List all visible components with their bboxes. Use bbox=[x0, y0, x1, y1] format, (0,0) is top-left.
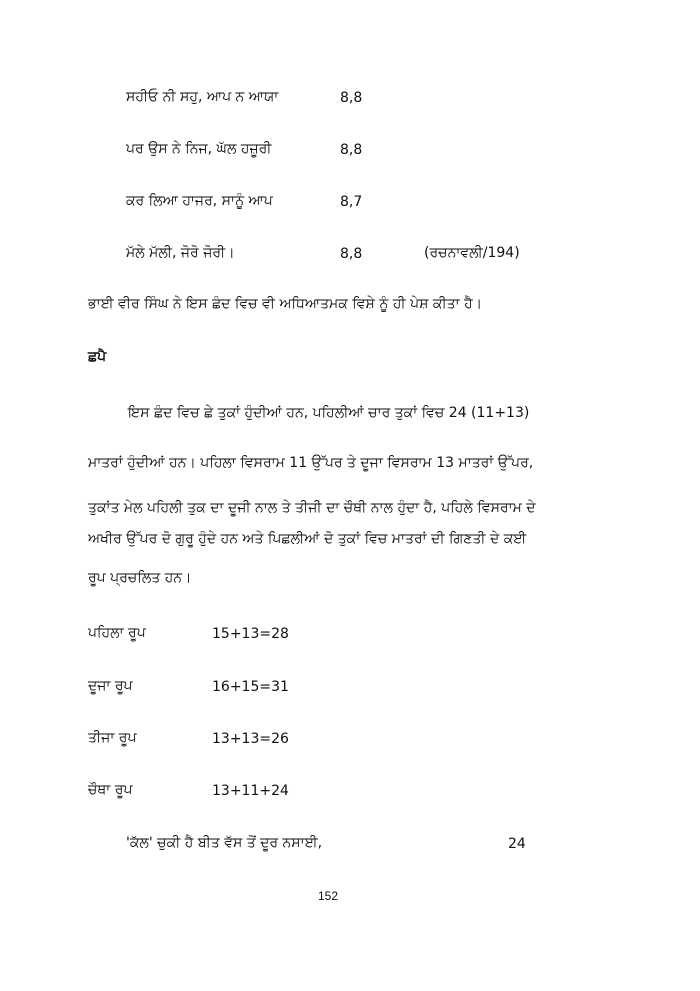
section-heading: ਛਪੈ bbox=[88, 349, 107, 365]
verse-meter: 8,8 bbox=[340, 142, 363, 158]
verse-meter: 8,8 bbox=[340, 246, 363, 262]
verse-meter: 8,8 bbox=[340, 90, 363, 106]
form-name: ਦੂਜਾ ਰੂਪ bbox=[88, 678, 133, 694]
example-count: 24 bbox=[508, 836, 526, 852]
paragraph-line: ਮਾਤਰਾਂ ਹੁੰਦੀਆਂ ਹਨ। ਪਹਿਲਾ ਵਿਸਰਾਮ 11 ਉੱਪਰ ਤੇ ਦੂਜਾ ਵਿਸਰਾਮ 13 ਮਾਤਰਾਂ ਉੱਪਰ, bbox=[88, 455, 534, 471]
verse-text: ਪਰ ਉਸ ਨੇ ਨਿਜ, ਘੱਲ ਹਜ਼ੂਰੀ bbox=[126, 141, 272, 157]
verse-text: ਸਹੀਓ ਨੀ ਸਹੁ, ਆਪ ਨ ਆਯਾ bbox=[126, 89, 279, 105]
verse-source-citation: (ਰਚਨਾਵਲੀ/194) bbox=[424, 245, 520, 261]
form-name: ਪਹਿਲਾ ਰੂਪ bbox=[88, 625, 146, 641]
verse-meter: 8,7 bbox=[340, 194, 363, 210]
verse-text: ਮੱਲੇ ਮੱਲੀ, ਜੋਰੋ ਜੋਰੀ। bbox=[126, 245, 235, 261]
form-name: ਚੌਥਾ ਰੂਪ bbox=[88, 782, 133, 798]
form-formula: 13+13=26 bbox=[212, 731, 289, 747]
page-number: 152 bbox=[318, 889, 339, 903]
form-formula: 15+13=28 bbox=[212, 626, 289, 642]
remark-text: ਭਾਈ ਵੀਰ ਸਿੰਘ ਨੇ ਇਸ ਛੰਦ ਵਿਚ ਵੀ ਅਧਿਆਤਮਕ ਵਿਸ਼ੇ ਨੂੰ ਹੀ ਪੇਸ਼ ਕੀਤਾ ਹੈ। bbox=[88, 296, 483, 312]
form-formula: 13+11+24 bbox=[212, 783, 289, 799]
paragraph-line: ਅਖੀਰ ਉੱਪਰ ਦੋ ਗੁਰੂ ਹੁੰਦੇ ਹਨ ਅਤੇ ਪਿਛਲੀਆਂ ਦੋ ਤੁਕਾਂ ਵਿਚ ਮਾਤਰਾਂ ਦੀ ਗਿਣਤੀ ਦੇ ਕਈ bbox=[88, 531, 527, 547]
form-formula: 16+15=31 bbox=[212, 679, 289, 695]
verse-text: ਕਰ ਲਿਆ ਹਾਜਰ, ਸਾਨੂੰ ਆਪ bbox=[126, 193, 273, 209]
paragraph-line: ਇਸ ਛੰਦ ਵਿਚ ਛੇ ਤੁਕਾਂ ਹੁੰਦੀਆਂ ਹਨ, ਪਹਿਲੀਆਂ ਚਾਰ ਤੁਕਾਂ ਵਿਚ 24 (11+13) bbox=[128, 405, 530, 421]
paragraph-line: ਰੂਪ ਪ੍ਰਚਲਿਤ ਹਨ। bbox=[88, 570, 192, 586]
form-name: ਤੀਜਾ ਰੂਪ bbox=[88, 730, 137, 746]
paragraph-line: ਤੁਕਾਂਤ ਮੇਲ ਪਹਿਲੀ ਤੁਕ ਦਾ ਦੂਜੀ ਨਾਲ ਤੇ ਤੀਜੀ ਦਾ ਚੌਥੀ ਨਾਲ ਹੁੰਦਾ ਹੈ, ਪਹਿਲੇ ਵਿਸਰਾਮ ਦੇ bbox=[88, 500, 536, 516]
example-text: 'ਕੱਲ' ਚੁਕੀ ਹੈ ਬੀਤ ਵੱਸ ਤੋਂ ਦੂਰ ਨਸਾਈ, bbox=[126, 835, 323, 851]
